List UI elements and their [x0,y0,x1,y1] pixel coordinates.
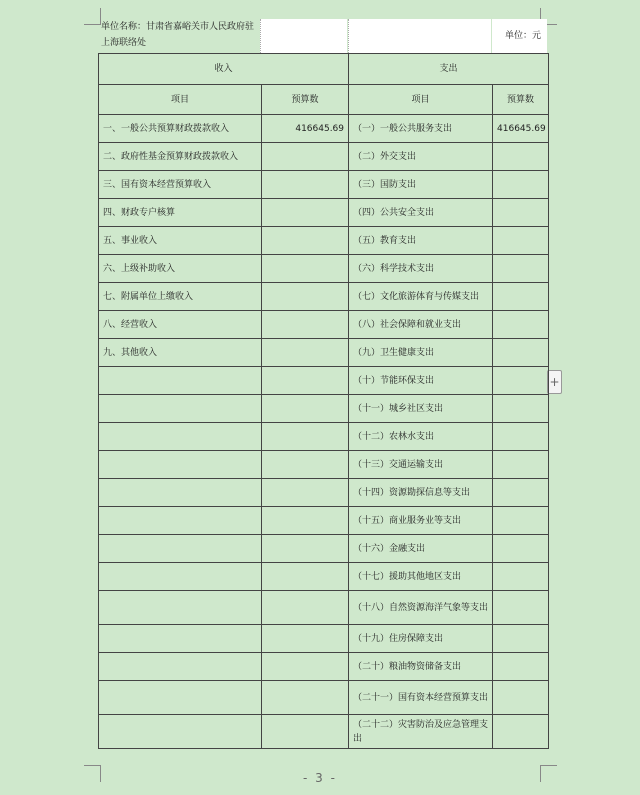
income-item-cell: 八、经营收入 [99,311,262,339]
expense-group-header: 支出 [349,54,549,85]
income-amount-cell [262,143,349,171]
expense-item-cell: （一）一般公共服务支出 [349,115,493,143]
table-row [99,115,549,143]
expense-item-cell: （十八）自然资源海洋气象等支出 [349,591,493,625]
table-row [99,535,549,563]
budget-table [98,53,549,749]
expense-item-cell: （七）文化旅游体育与传媒支出 [349,283,493,311]
expense-amount-cell [493,535,549,563]
table-row [99,255,549,283]
income-amount-cell [262,255,349,283]
table-row [99,653,549,681]
income-item-col-header: 项目 [99,85,262,115]
income-amount-cell [262,367,349,395]
income-amount-cell [262,423,349,451]
income-amount-cell [262,507,349,535]
table-header-info [98,19,547,53]
expense-item-cell: （十）节能环保支出 [349,367,493,395]
income-amount-cell [262,451,349,479]
expense-item-cell: （二）外交支出 [349,143,493,171]
expense-amount-cell [493,653,549,681]
expense-item-cell: （四）公共安全支出 [349,199,493,227]
table-row [99,451,549,479]
expense-item-cell: （十七）援助其他地区支出 [349,563,493,591]
unit-name: 单位名称：甘肃省嘉峪关市人民政府驻上海联络处 [101,22,255,48]
income-amount-cell [262,625,349,653]
table-row [99,715,549,749]
expense-item-cell: （十九）住房保障支出 [349,625,493,653]
table-row [99,423,549,451]
income-item-cell [99,451,262,479]
expense-amount-cell [493,715,549,749]
income-item-cell [99,563,262,591]
table-row [99,199,549,227]
table-row [99,227,549,255]
income-group-header: 收入 [99,54,349,85]
table-row [99,563,549,591]
expense-item-cell: （十一）城乡社区支出 [349,395,493,423]
income-item-cell [99,479,262,507]
income-amount-cell [262,591,349,625]
expense-amount-cell [493,563,549,591]
income-item-cell: 七、附属单位上缴收入 [99,283,262,311]
expense-item-cell: （二十二）灾害防治及应急管理支出 [349,715,493,749]
expense-item-cell: （十二）农林水支出 [349,423,493,451]
unit-label: 单位：元 [492,19,547,53]
expense-amount-cell: 416645.69 [493,115,549,143]
header-blank-cell [260,19,347,53]
income-budget-col-header: 预算数 [262,85,349,115]
header-blank-cell [348,19,491,53]
table-row [99,591,549,625]
table-row [99,311,549,339]
table-row [99,143,549,171]
expense-amount-cell [493,451,549,479]
income-amount-cell [262,339,349,367]
expense-amount-cell [493,423,549,451]
table-row [99,367,549,395]
income-item-cell: 五、事业收入 [99,227,262,255]
income-item-cell: 九、其他收入 [99,339,262,367]
income-item-cell: 六、上级补助收入 [99,255,262,283]
table-row [99,339,549,367]
expense-amount-cell [493,625,549,653]
income-amount-cell [262,715,349,749]
expense-amount-cell [493,395,549,423]
expense-item-cell: （八）社会保障和就业支出 [349,311,493,339]
expense-item-cell: （十五）商业服务业等支出 [349,507,493,535]
expense-amount-cell [493,591,549,625]
expense-item-cell: （五）教育支出 [349,227,493,255]
income-item-cell [99,681,262,715]
income-amount-cell: 416645.69 [262,115,349,143]
expense-item-cell: （六）科学技术支出 [349,255,493,283]
income-amount-cell [262,311,349,339]
table-row [99,507,549,535]
expense-item-cell: （十六）金融支出 [349,535,493,563]
expense-item-cell: （十三）交通运输支出 [349,451,493,479]
income-amount-cell [262,535,349,563]
table-row [99,681,549,715]
income-item-cell [99,653,262,681]
expense-amount-cell [493,283,549,311]
expense-amount-cell [493,339,549,367]
expense-amount-cell [493,171,549,199]
income-item-cell [99,423,262,451]
income-item-cell: 三、国有资本经营预算收入 [99,171,262,199]
income-amount-cell [262,283,349,311]
income-amount-cell [262,171,349,199]
expense-amount-cell [493,479,549,507]
expense-amount-cell [493,681,549,715]
income-amount-cell [262,199,349,227]
expense-amount-cell [493,367,549,395]
expense-amount-cell [493,143,549,171]
table-row [99,283,549,311]
income-item-cell: 四、财政专户核算 [99,199,262,227]
table-row [99,171,549,199]
expense-item-cell: （九）卫生健康支出 [349,339,493,367]
income-amount-cell [262,395,349,423]
expense-item-cell: （十四）资源勘探信息等支出 [349,479,493,507]
income-amount-cell [262,227,349,255]
income-item-cell: 二、政府性基金预算财政拨款收入 [99,143,262,171]
income-item-cell: 一、一般公共预算财政拨款收入 [99,115,262,143]
page-number: - 3 - [303,771,337,785]
income-item-cell [99,535,262,563]
table-row [99,479,549,507]
income-item-cell [99,507,262,535]
expense-item-col-header: 项目 [349,85,493,115]
income-item-cell [99,395,262,423]
expense-amount-cell [493,227,549,255]
income-item-cell [99,625,262,653]
expense-item-cell: （三）国防支出 [349,171,493,199]
table-row [99,395,549,423]
income-item-cell [99,715,262,749]
income-amount-cell [262,653,349,681]
expense-amount-cell [493,255,549,283]
income-amount-cell [262,479,349,507]
expense-amount-cell [493,507,549,535]
income-item-cell [99,591,262,625]
expense-item-cell: （二十）粮油物资储备支出 [349,653,493,681]
expense-budget-col-header: 预算数 [493,85,549,115]
income-item-cell [99,367,262,395]
table-row [99,625,549,653]
income-amount-cell [262,563,349,591]
expense-amount-cell [493,199,549,227]
expense-amount-cell [493,311,549,339]
expense-item-cell: （二十一）国有资本经营预算支出 [349,681,493,715]
income-amount-cell [262,681,349,715]
add-column-icon[interactable]: + [547,370,562,394]
